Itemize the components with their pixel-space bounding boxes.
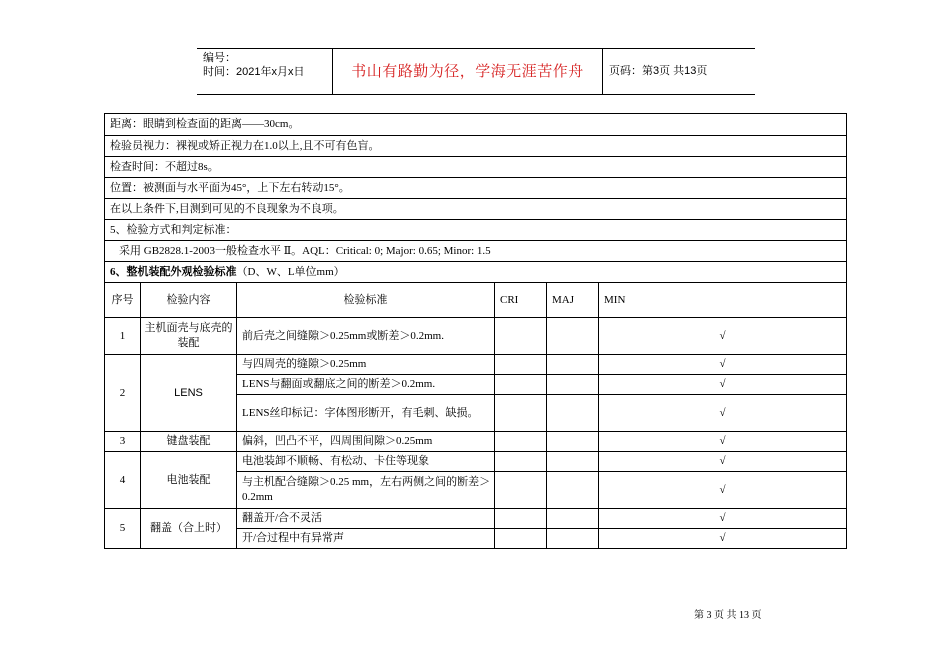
table-row (105, 452, 847, 472)
header-meta (203, 51, 304, 79)
item-standard: 前后壳之间缝隙＞0.25mm或断差＞0.2mm. (237, 318, 495, 355)
section5-title-row (105, 220, 847, 241)
cri-cell (495, 375, 547, 395)
item-standard: 翻盖开/合不灵活 (237, 509, 495, 529)
cri-cell (495, 355, 547, 375)
maj-cell (547, 395, 599, 432)
section5-title: 5、检验方式和判定标准： (105, 220, 847, 241)
header-bottom-rule (197, 94, 755, 95)
maj-cell (547, 355, 599, 375)
section6-title-row (105, 262, 847, 283)
item-standard: 开/合过程中有异常声 (237, 529, 495, 549)
section5-text-row (105, 241, 847, 262)
min-check: √ (599, 432, 847, 452)
min-check: √ (599, 395, 847, 432)
cri-cell (495, 509, 547, 529)
item-content: LENS (141, 355, 237, 432)
condition-row (105, 178, 847, 199)
condition-text: 位置：被测面与水平面为45°，上下左右转动15°。 (105, 178, 847, 199)
table-header-row (105, 283, 847, 318)
cri-cell (495, 395, 547, 432)
item-standard: LENS丝印标记：字体图形断开，有毛刺、缺损。 (237, 395, 495, 432)
cri-cell (495, 432, 547, 452)
item-standard: 与四周壳的缝隙＞0.25mm (237, 355, 495, 375)
inspection-table (104, 113, 847, 549)
min-check: √ (599, 318, 847, 355)
condition-row (105, 114, 847, 136)
min-check: √ (599, 452, 847, 472)
section6-title (105, 262, 847, 283)
maj-cell (547, 318, 599, 355)
condition-text: 在以上条件下,目测到可见的不良现象为不良项。 (105, 199, 847, 220)
min-check: √ (599, 529, 847, 549)
cri-cell (495, 318, 547, 355)
item-standard: 电池装卸不顺畅、有松动、卡住等现象 (237, 452, 495, 472)
item-content: 键盘装配 (141, 432, 237, 452)
header-cri: CRI (495, 283, 547, 318)
item-content: 翻盖（合上时） (141, 509, 237, 549)
header-content: 检验内容 (141, 283, 237, 318)
table-row (105, 509, 847, 529)
table-row (105, 355, 847, 375)
header-motto: 书山有路勤为径，学海无涯苦作舟 (351, 62, 584, 80)
maj-cell (547, 509, 599, 529)
maj-cell (547, 375, 599, 395)
maj-cell (547, 529, 599, 549)
page-header (197, 48, 755, 94)
maj-cell (547, 472, 599, 509)
cri-cell (495, 529, 547, 549)
number-label: 编号： (203, 52, 236, 64)
condition-row (105, 136, 847, 157)
header-no: 序号 (105, 283, 141, 318)
header-min: MIN (599, 283, 847, 318)
section6-title-bold: 6、整机装配外观检验标准 (110, 265, 237, 278)
cri-cell (495, 472, 547, 509)
time-label: 时间：2021年x月x日 (203, 66, 305, 78)
item-standard: LENS与翻面或翻底之间的断差＞0.2mm. (237, 375, 495, 395)
header-divider (602, 48, 603, 94)
item-no: 5 (105, 509, 141, 549)
table-row (105, 318, 847, 355)
condition-text: 距离：眼睛到检查面的距离——30cm。 (105, 114, 847, 136)
item-no: 3 (105, 432, 141, 452)
section5-text: 采用 GB2828.1-2003一般检查水平 Ⅱ。AQL：Critical: 0; Major: 0.65; Minor: 1.5 (105, 241, 847, 262)
item-no: 2 (105, 355, 141, 432)
maj-cell (547, 452, 599, 472)
condition-row (105, 199, 847, 220)
header-maj: MAJ (547, 283, 599, 318)
item-no: 4 (105, 452, 141, 509)
maj-cell (547, 432, 599, 452)
min-check: √ (599, 509, 847, 529)
item-standard: 偏斜，凹凸不平，四周围间隙＞0.25mm (237, 432, 495, 452)
item-no: 1 (105, 318, 141, 355)
item-content: 主机面壳与底壳的装配 (141, 318, 237, 355)
min-check: √ (599, 472, 847, 509)
min-check: √ (599, 355, 847, 375)
condition-row (105, 157, 847, 178)
page-footer: 第 3 页 共 13 页 (694, 610, 762, 621)
item-content: 电池装配 (141, 452, 237, 509)
cri-cell (495, 452, 547, 472)
condition-text: 检验员视力：裸视或矫正视力在1.0以上,且不可有色盲。 (105, 136, 847, 157)
header-page-info: 页码：第3页 共13页 (609, 65, 708, 77)
min-check: √ (599, 375, 847, 395)
condition-text: 检查时间：不超过8s。 (105, 157, 847, 178)
section6-title-units: （D、W、L单位mm） (236, 265, 345, 278)
header-standard: 检验标准 (237, 283, 495, 318)
table-row (105, 432, 847, 452)
item-standard: 与主机配合缝隙＞0.25 mm，左右两侧之间的断差＞0.2mm (237, 472, 495, 509)
